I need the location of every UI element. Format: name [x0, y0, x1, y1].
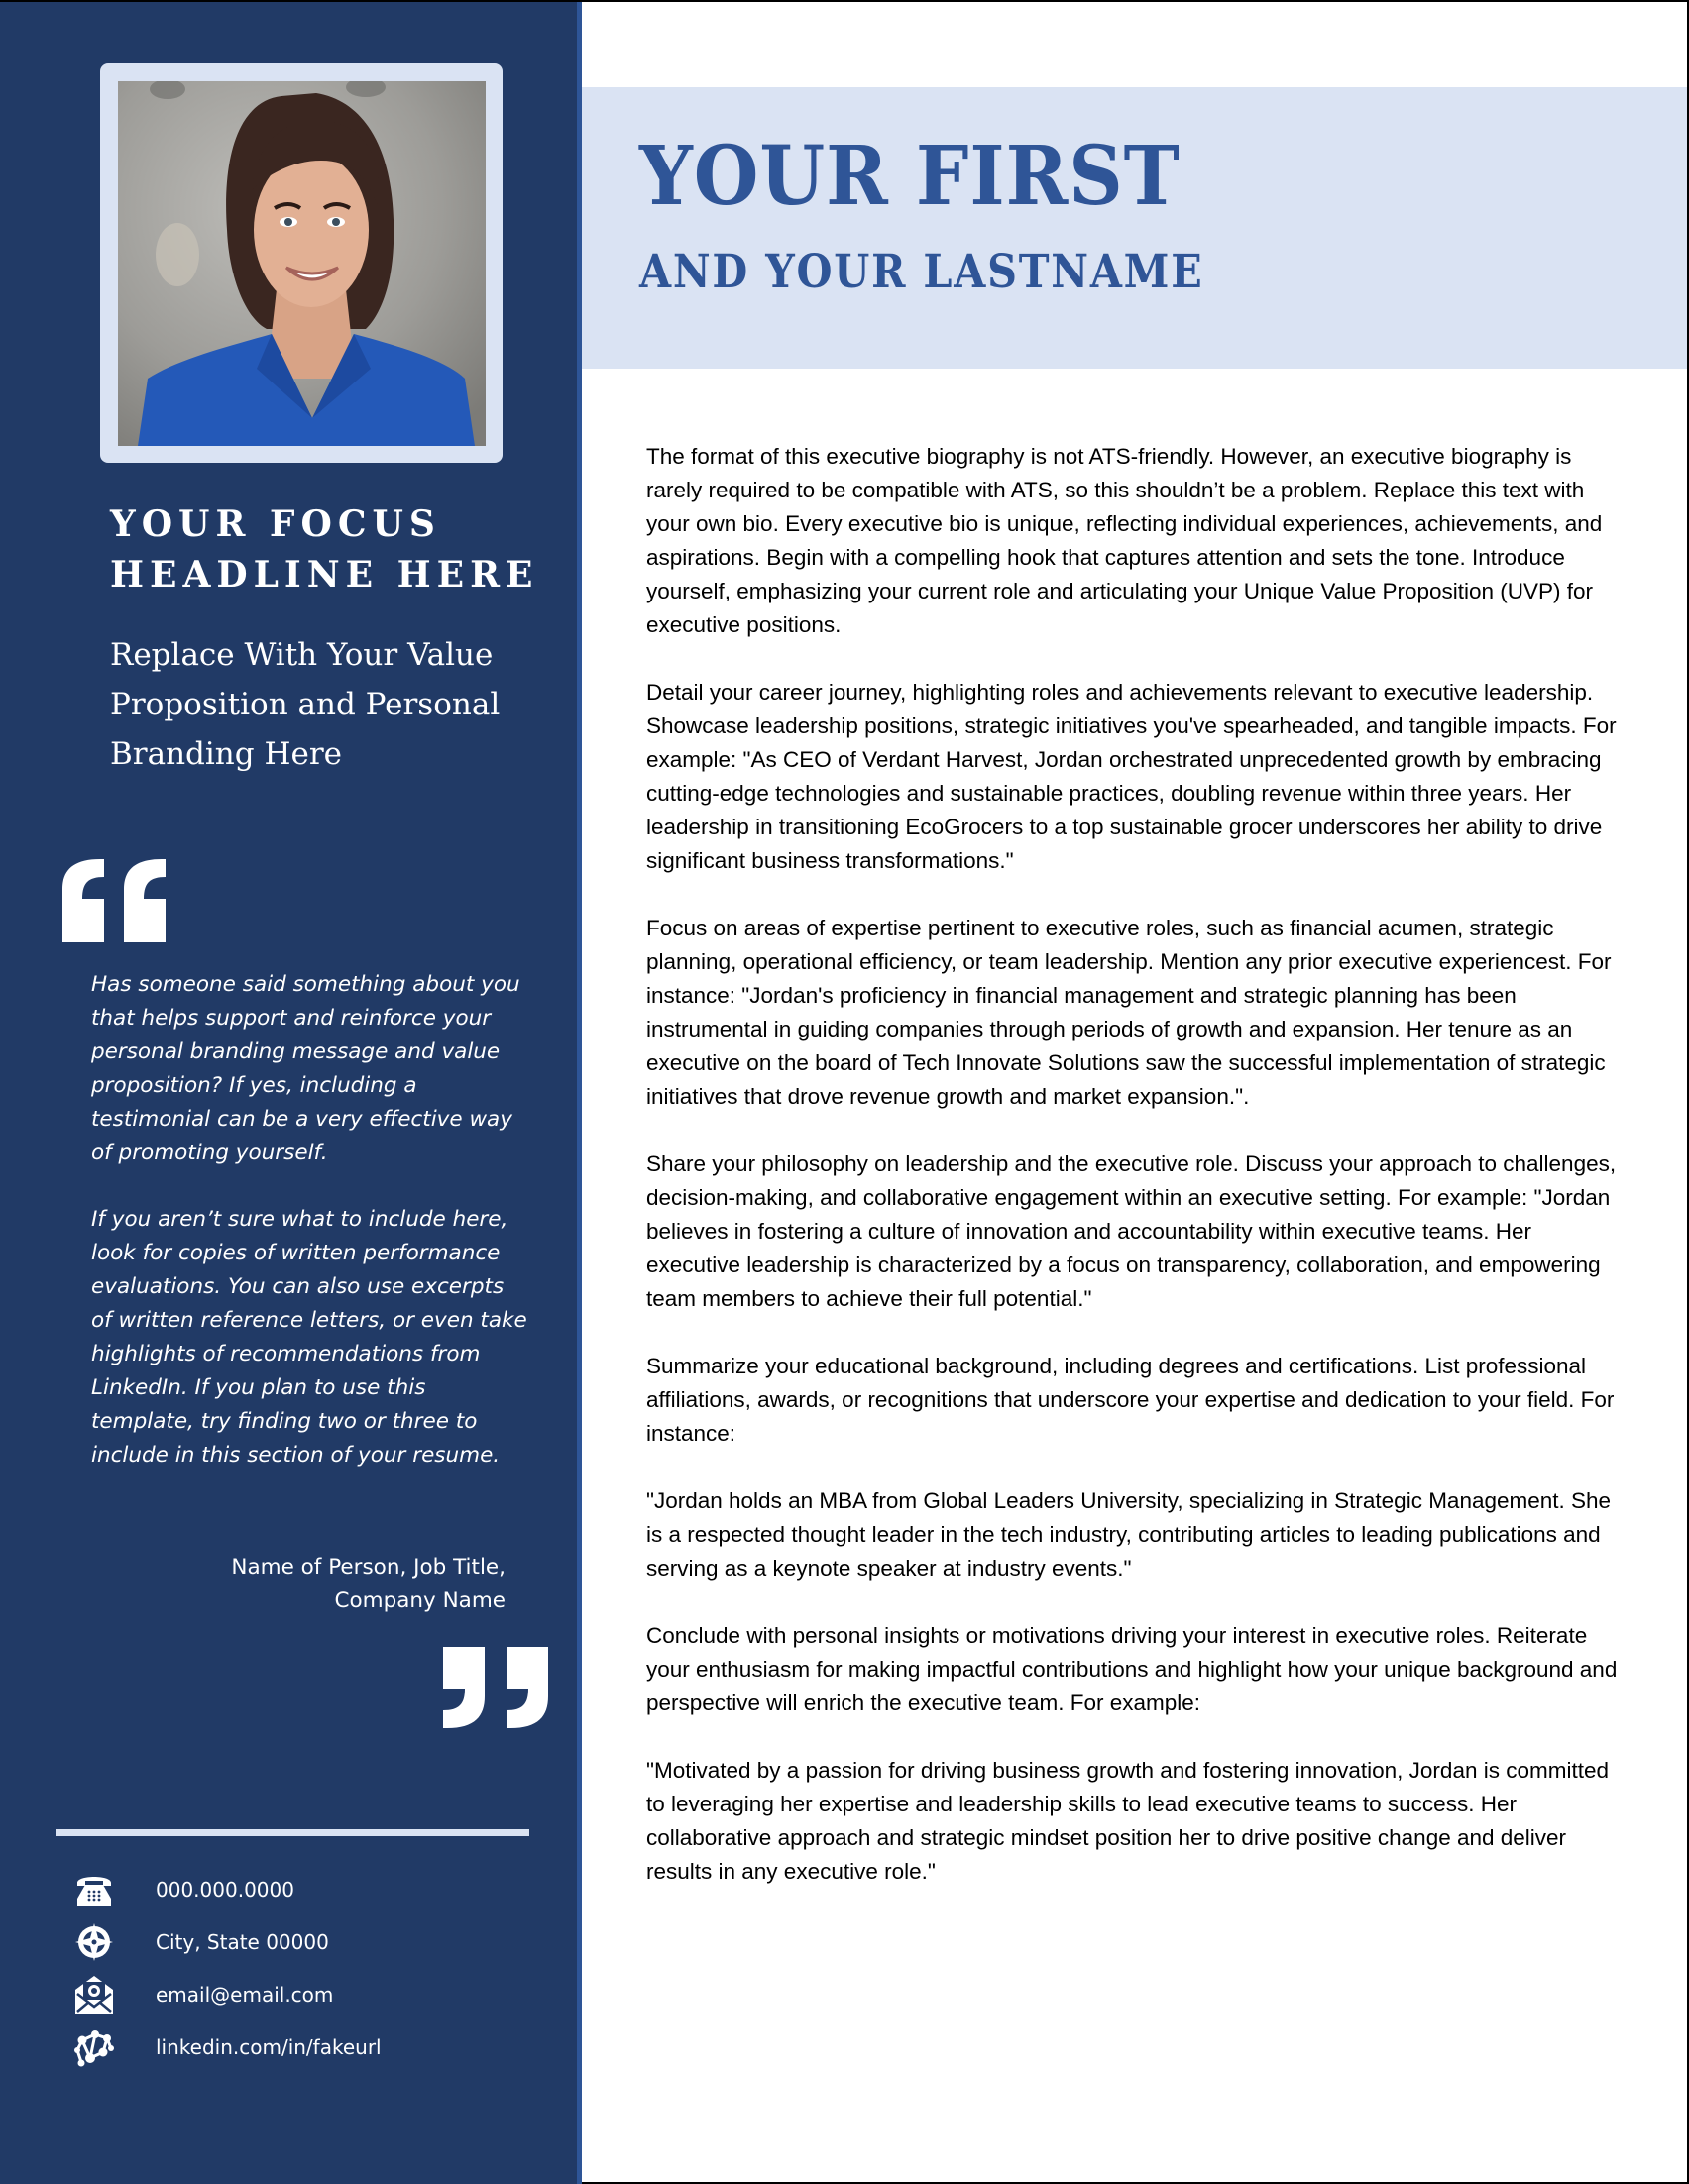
attribution-line: Company Name [334, 1588, 506, 1613]
attribution-line: Name of Person, Job Title, [231, 1555, 506, 1580]
phone-icon [71, 1868, 117, 1911]
network-icon [71, 2025, 117, 2069]
bio-paragraph: Share your philosophy on leadership and the executive role. Discuss your approach to challenges, decision-making, and collaborative engagement within an executive setting. For example: "Jordan believes in fostering a culture of innovation and accountability within executive teams. Her executive leadership is characterized by a focus on transparency, collaboration, and empowering team members to achieve their full potential." [646, 1151, 1617, 1311]
testimonial-attribution [91, 1551, 506, 1618]
photo-frame [100, 63, 503, 463]
contact-phone [71, 1868, 537, 1911]
bio-paragraph: Summarize your educational background, including degrees and certifications. List professional affiliations, awards, or recognitions that underscore your expertise and dedication to your field. For instance: [646, 1354, 1615, 1446]
value-proposition-line: Replace With Your Value [110, 637, 494, 673]
focus-headline-line: YOUR FOCUS [110, 503, 441, 545]
bio-paragraph: Detail your career journey, highlighting roles and achievements relevant to executive leadership. Showcase leadership positions, strategic initiatives you've spearheaded, and tangible impacts. For example: "As CEO of Verdant Harvest, Jordan orchestrated unprecedented growth by embracing cutting-edge technologies and sustainable practices, doubling revenue within three years. Her leadership in transitioning EcoGrocers to a top sustainable grocer underscores her ability to drive significant business transformations." [646, 680, 1617, 873]
testimonial-paragraph: Has someone said something about you that helps support and reinforce your personal branding message and value proposition? If yes, including a testimonial can be a very effective way of promoting yourself. [91, 972, 520, 1165]
contact-location [71, 1920, 537, 1964]
compass-icon [71, 1920, 117, 1964]
bio-paragraph: The format of this executive biography is not ATS-friendly. However, an executive biography is rarely required to be compatible with ATS, so this shouldn’t be a problem. Replace this text with your own bio. Every executive bio is unique, reflecting individual experiences, achievements, and aspirations. Begin with a compelling hook that captures attention and sets the tone. Introduce yourself, emphasizing your current role and articulating your Unique Value Proposition (UVP) for executive positions. [646, 444, 1603, 637]
bio-paragraph: Conclude with personal insights or motivations driving your interest in executive roles. Reiterate your enthusiasm for making impactful contributions and highlight how your unique background and perspective will enrich the executive team. For example: [646, 1623, 1618, 1715]
linkedin-url[interactable]: linkedin.com/in/fakeurl [156, 2035, 382, 2059]
email-address[interactable]: email@email.com [156, 1983, 334, 2007]
open-quote-icon [62, 859, 166, 942]
focus-headline-line: HEADLINE HERE [110, 554, 539, 596]
close-quote-icon [443, 1647, 548, 1728]
bio-example-quote: "Motivated by a passion for driving business growth and fostering innovation, Jordan is committed to leveraging her expertise and leadership skills to lead executive teams to success. Her collaborative approach and strategic mindset position her to drive positive change and deliver results in any executive role." [646, 1758, 1609, 1884]
email-icon [71, 1973, 117, 2017]
bio-body [646, 440, 1618, 1922]
profile-photo [118, 81, 486, 446]
value-proposition [110, 630, 566, 779]
value-proposition-line: Proposition and Personal [110, 687, 501, 722]
phone-number: 000.000.0000 [156, 1878, 294, 1902]
location: City, State 00000 [156, 1930, 329, 1954]
sidebar [0, 2, 582, 2184]
testimonial-paragraph: If you aren’t sure what to include here, look for copies of written performance evaluations. You can also use excerpts of written reference letters, or even take highlights of recommendations from LinkedIn. If you plan to use this template, try finding two or three to include in this section of your resume. [91, 1207, 527, 1468]
bio-paragraph: Focus on areas of expertise pertinent to executive roles, such as financial acumen, strategic planning, operational efficiency, or team leadership. Mention any prior executive experiencest. For instance: "Jordan's proficiency in financial management and strategic planning has been instrumental in guiding companies through periods of growth and expansion. Her tenure as an executive on the board of Tech Innovate Solutions saw the successful implementation of strategic initiatives that drove revenue growth and market expansion.". [646, 916, 1612, 1109]
last-name-subtitle: AND YOUR LASTNAME [639, 245, 1204, 299]
contact-email[interactable] [71, 1973, 537, 2017]
contact-divider [56, 1829, 529, 1836]
focus-headline [110, 499, 546, 601]
portrait-illustration [118, 81, 486, 446]
first-name-title: YOUR FIRST [639, 129, 1181, 224]
contact-linkedin[interactable] [71, 2025, 537, 2069]
value-proposition-line: Branding Here [110, 736, 343, 772]
bio-example-quote: "Jordan holds an MBA from Global Leaders University, specializing in Strategic Management. She is a respected thought leader in the tech industry, contributing articles to leading publications and serving as a keynote speaker at industry events." [646, 1488, 1612, 1581]
